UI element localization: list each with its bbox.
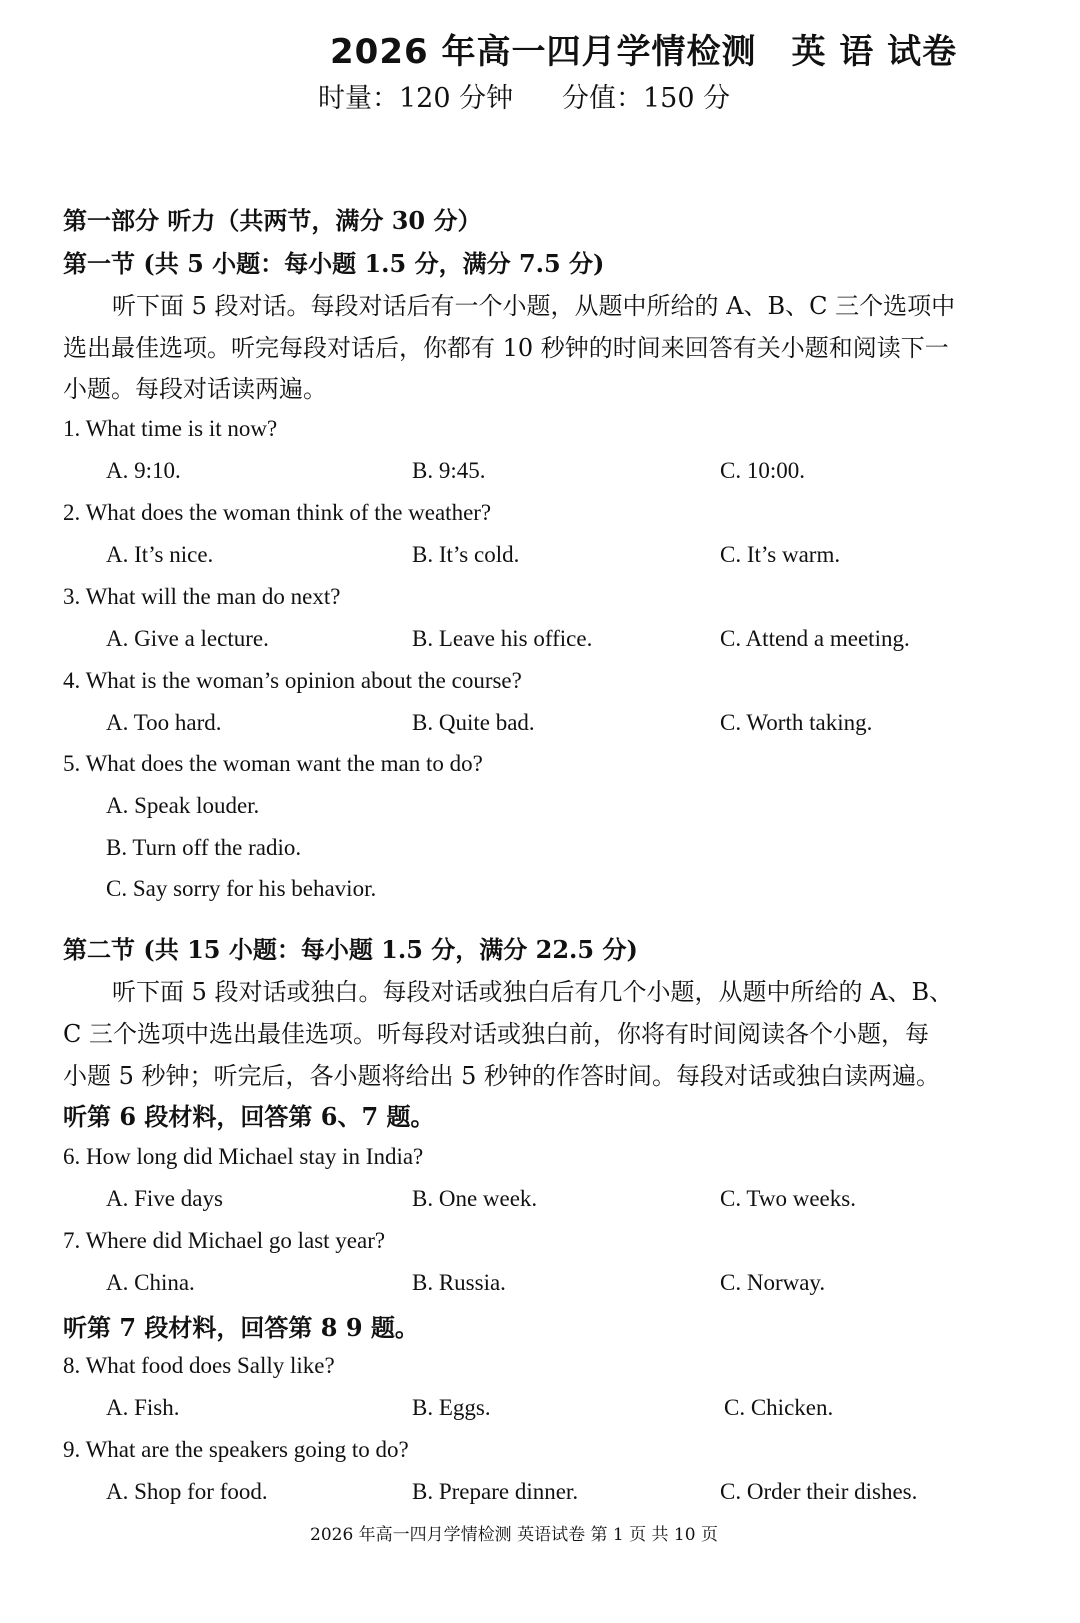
exam-score: 分值：150 分 [562,83,731,114]
option-a: A. Fish. [106,1395,180,1420]
option-c: C. Attend a meeting. [720,626,910,651]
option-b: B. Turn off the radio. [106,835,302,860]
option-a: A. Five days [106,1186,223,1211]
option-a: A. Shop for food. [106,1479,268,1504]
option-b: B. Russia. [412,1270,506,1295]
option-a: A. 9:10. [106,458,181,483]
question-stem: 5. What does the woman want the man to do? [63,751,483,776]
section1-instruction-line: 小题。每段对话读两遍。 [63,375,327,403]
material-6-heading: 听第 6 段材料，回答第 6、7 题。 [63,1102,435,1131]
option-a: A. Give a lecture. [106,626,269,651]
option-c: C. Norway. [720,1270,826,1295]
question-stem: 1. What time is it now? [63,416,278,441]
question-stem: 6. How long did Michael stay in India? [63,1144,424,1169]
option-b: B. It’s cold. [412,542,520,567]
option-b: B. Leave his office. [412,626,593,651]
question-stem: 3. What will the man do next? [63,584,341,609]
option-c: C. Order their dishes. [720,1479,918,1504]
option-c: C. 10:00. [720,458,805,483]
option-a: A. Too hard. [106,710,222,735]
option-b: B. Quite bad. [412,710,535,735]
option-c: C. It’s warm. [720,542,841,567]
option-a: A. China. [106,1270,195,1295]
option-b: B. Eggs. [412,1395,491,1420]
section2-instruction-line: C 三个选项中选出最佳选项。听每段对话或独白前，你将有时间阅读各个小题，每 [63,1020,929,1048]
option-b: B. 9:45. [412,458,486,483]
option-c: C. Two weeks. [720,1186,856,1211]
page-footer: 2026 年高一四月学情检测 英语试卷 第 1 页 共 10 页 [310,1525,718,1545]
question-stem: 7. Where did Michael go last year? [63,1228,386,1253]
section2-instruction-line: 听下面 5 段对话或独白。每段对话或独白后有几个小题，从题中所给的 A、B、 [112,978,954,1006]
option-c: C. Say sorry for his behavior. [106,876,377,901]
section1-instruction-line: 听下面 5 段对话。每段对话后有一个小题，从题中所给的 A、B、C 三个选项中 [112,292,956,320]
option-c: C. Chicken. [724,1395,834,1420]
question-stem: 9. What are the speakers going to do? [63,1437,409,1462]
part1-heading: 第一部分 听力（共两节，满分 30 分） [63,206,482,235]
section1-heading: 第一节 (共 5 小题：每小题 1.5 分，满分 7.5 分) [63,249,605,278]
question-stem: 2. What does the woman think of the weather? [63,500,492,525]
section2-heading: 第二节 (共 15 小题：每小题 1.5 分，满分 22.5 分) [63,935,638,964]
page-title: 2026 年高一四月学情检测 英 语 试卷 [330,32,958,72]
material-7-heading: 听第 7 段材料，回答第 8 9 题。 [63,1313,419,1342]
question-stem: 4. What is the woman’s opinion about the course? [63,668,522,693]
option-a: A. It’s nice. [106,542,214,567]
section1-instruction-line: 选出最佳选项。听完每段对话后，你都有 10 秒钟的时间来回答有关小题和阅读下一 [63,334,949,362]
exam-time: 时量：120 分钟 [318,83,514,114]
section2-instruction-line: 小题 5 秒钟；听完后，各小题将给出 5 秒钟的作答时间。每段对话或独白读两遍。 [63,1062,941,1090]
option-a: A. Speak louder. [106,793,260,818]
question-stem: 8. What food does Sally like? [63,1353,335,1378]
option-b: B. Prepare dinner. [412,1479,579,1504]
option-b: B. One week. [412,1186,538,1211]
option-c: C. Worth taking. [720,710,873,735]
